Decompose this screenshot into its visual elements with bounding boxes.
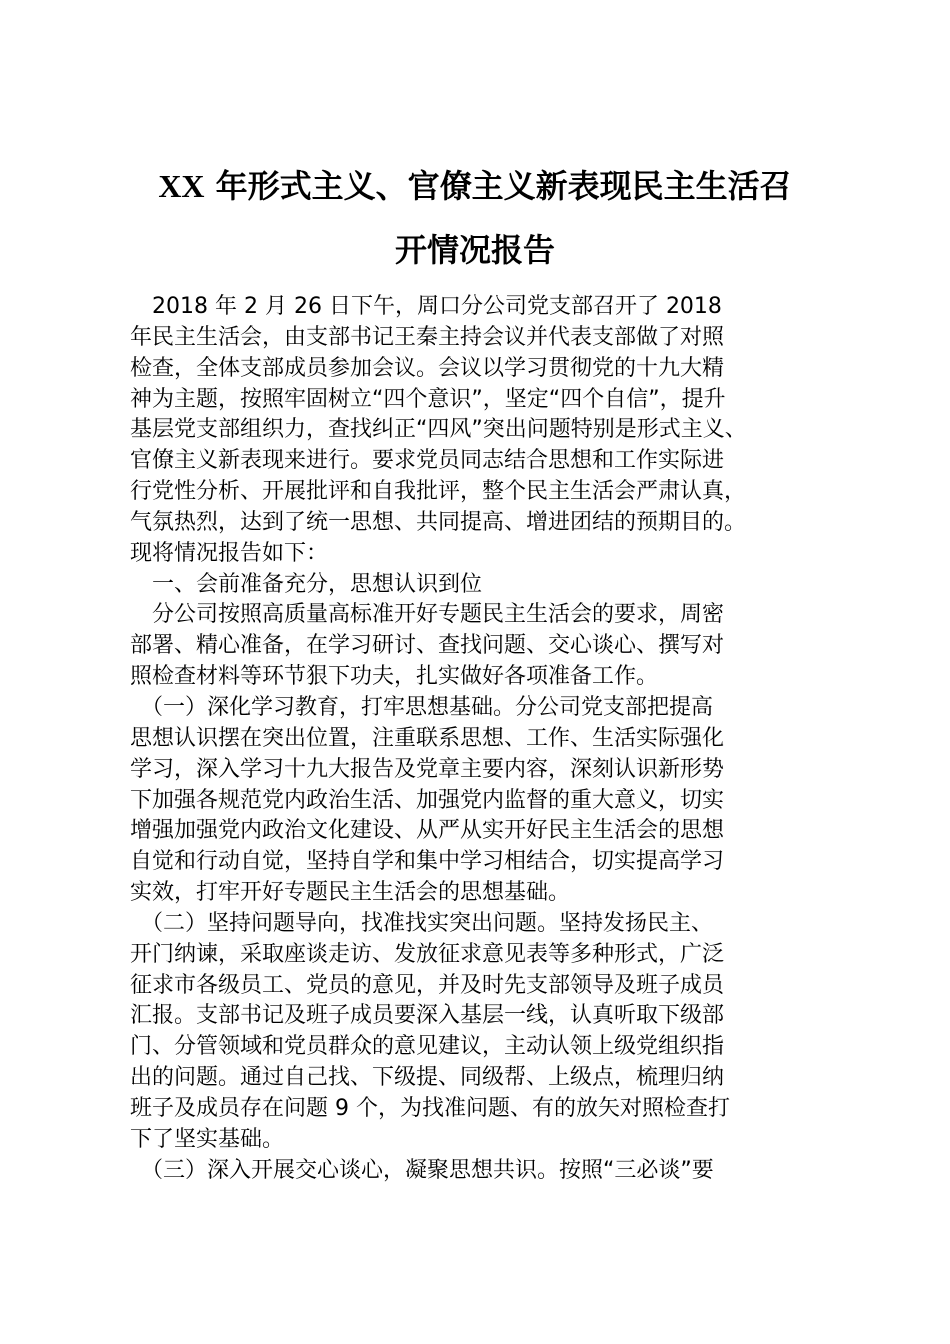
body-line: 学习，深入学习十九大报告及党章主要内容，深刻认识新形势 [130, 756, 725, 782]
body-line: 照检查材料等环节狠下功夫，扎实做好各项准备工作。 [130, 664, 659, 690]
body-line: 思想认识摆在突出位置，注重联系思想、工作、生活实际强化 [130, 725, 725, 751]
document-title [100, 154, 850, 282]
body-line: 出的问题。通过自己找、下级提、同级帮、上级点，梳理归纳 [130, 1065, 725, 1091]
body-line: 部署、精心准备，在学习研讨、查找问题、交心谈心、撰写对 [130, 633, 725, 659]
body-line: 征求市各级员工、党员的意见，并及时先支部领导及班子成员 [130, 972, 725, 998]
body-line: 官僚主义新表现来进行。要求党员同志结合思想和工作实际进 [130, 448, 725, 474]
body-line: 检查，全体支部成员参加会议。会议以学习贯彻党的十九大精 [130, 355, 725, 381]
body-line: 行党性分析、开展批评和自我批评，整个民主生活会严肃认真， [130, 479, 747, 505]
body-line: 年民主生活会，由支部书记王秦主持会议并代表支部做了对照 [130, 324, 725, 350]
title-line-1: XX 年形式主义、官僚主义新表现民主生活召 [158, 167, 792, 205]
title-line-2: 开情况报告 [394, 231, 555, 269]
body-line: 门、分管领域和党员群众的意见建议，主动认领上级党组织指 [130, 1034, 725, 1060]
body-line: （一）深化学习教育，打牢思想基础。分公司党支部把提高 [130, 694, 714, 720]
body-line: 自觉和行动自觉，坚持自学和集中学习相结合，切实提高学习 [130, 849, 725, 875]
body-line: 基层党支部组织力，查找纠正“四风”突出问题特别是形式主义、 [130, 417, 747, 443]
body-line: （二）坚持问题导向，找准找实突出问题。坚持发扬民主、 [130, 910, 714, 936]
title-prefix: XX [158, 168, 205, 204]
body-line: 下加强各规范党内政治生活、加强党内监督的重大意义，切实 [130, 787, 725, 813]
body-line: 下了坚实基础。 [130, 1126, 285, 1152]
body-line: 2018 年 2 月 26 日下午，周口分公司党支部召开了 2018 [130, 294, 722, 319]
body-line: 现将情况报告如下： [130, 540, 329, 566]
section-heading-1: 一、会前准备充分，思想认识到位 [130, 571, 483, 597]
body-line: 开门纳谏，采取座谈走访、发放征求意见表等多种形式，广泛 [130, 941, 725, 967]
body-line: 汇报。支部书记及班子成员要深入基层一线，认真听取下级部 [130, 1003, 725, 1029]
body-line: 分公司按照高质量高标准开好专题民主生活会的要求，周密 [130, 602, 725, 628]
body-line: 气氛热烈，达到了统一思想、共同提高、增进团结的预期目的。 [130, 509, 747, 535]
body-line: 神为主题，按照牢固树立“四个意识”，坚定“四个自信”，提升 [130, 386, 726, 412]
body-line: （三）深入开展交心谈心，凝聚思想共识。按照“三必谈”要 [130, 1157, 714, 1183]
body-line: 实效，打牢开好专题民主生活会的思想基础。 [130, 880, 571, 906]
body-line: 增强加强党内政治文化建设、从严从实开好民主生活会的思想 [130, 818, 725, 844]
body-line: 班子及成员存在问题 9 个，为找准问题、有的放矢对照检查打 [130, 1095, 730, 1121]
document-body [130, 292, 830, 1186]
